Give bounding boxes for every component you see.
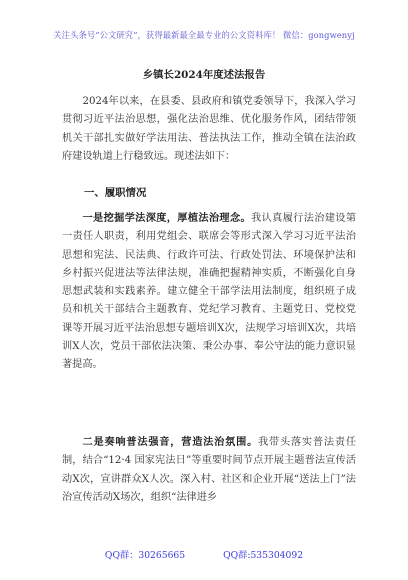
- paragraph-1-lead: 一是挖掘学法深度，厚植法治理念。: [82, 212, 252, 224]
- paragraph-1-body: 我认真履行法治建设第一责任人职责，利用党组会、联席会等形式深入学习习近平法治思想和宪法、民法典、行政许可法、行政处罚法、环境保护法和乡村振兴促进法等法律法规，准确把握精神实质，不断强化自身思想武装和实践素养。建立健全干部学法用法制度，组织班子成员和机关干部结合主题教育、党纪学习教育、主题党日、党校党课等开展习近平法治思想专题培训X次，法规学习培训X次，共培训X人次，党员干部依法决策、秉公办事、奉公守法的能力意识显著提高。: [62, 213, 357, 371]
- footer-qq-group-2: QQ群:535304092: [223, 550, 304, 561]
- section-heading: 一、履职情况: [84, 187, 147, 199]
- intro-paragraph: 2024年以来，在县委、县政府和镇党委领导下，我深入学习贯彻习近平法治思想，强化法治思维、优化服务作风，团结带领机关干部扎实做好学法用法、普法执法工作，推动全镇在法治政府建设轨道上行稳致远。现述法如下：: [62, 96, 356, 162]
- footer-contact: [0, 547, 408, 561]
- paragraph-2-lead: 二是奏响普法强音，营造法治氛围。: [82, 436, 259, 448]
- header-promo-note: 关注头条号“公文研究”，获得最新最全最专业的公文资料库！ 微信：gongwenyj: [53, 30, 355, 40]
- paragraph-2: [62, 433, 356, 507]
- paragraph-1: [62, 209, 356, 375]
- footer-qq-group-1: QQ群：30265665: [104, 550, 186, 561]
- document-title: 乡镇长2024年度述法报告: [142, 69, 266, 81]
- paragraph-2-body: 我带头落实普法责任制，结合“12·4 国家宪法日”等重要时间节点开展主题普法宣传活动X次，宣讲群众X人次。深入村、社区和企业开展“送法上门”法治宣传活动X场次，组织“法律进乡: [62, 437, 357, 503]
